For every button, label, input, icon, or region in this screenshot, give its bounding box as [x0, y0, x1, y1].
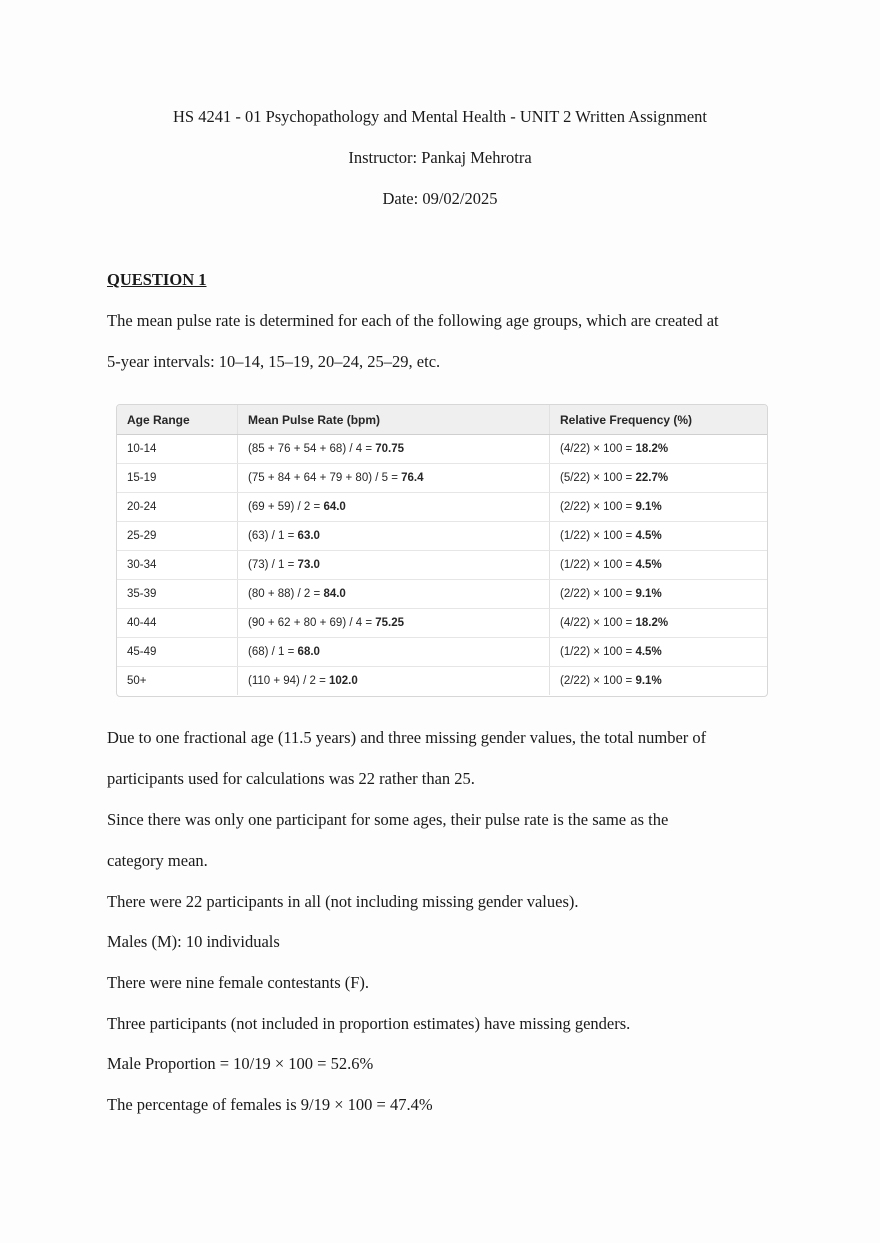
frequency-expression: (5/22) × 100 = — [560, 472, 636, 484]
age-range-cell: 20-24 — [117, 493, 238, 522]
frequency-value: 4.5% — [635, 559, 662, 571]
question-title: QUESTION 1 — [107, 270, 207, 289]
frequency-value: 18.2% — [635, 443, 669, 455]
date-line: Date: 09/02/2025 — [382, 189, 498, 208]
body-paragraph-1: Due to one fractional age (11.5 years) and three missing gender values, the total number of — [107, 728, 707, 747]
relative-frequency-cell — [550, 609, 768, 638]
body-paragraph-5: There were 22 participants in all (not including missing gender values). — [107, 892, 579, 911]
pulse-expression: (110 + 94) / 2 = — [248, 675, 329, 687]
table-row — [117, 522, 767, 551]
frequency-value: 18.2% — [635, 617, 669, 629]
frequency-expression: (4/22) × 100 = — [560, 443, 636, 455]
pulse-expression: (68) / 1 = — [248, 646, 298, 658]
body-paragraph-2: participants used for calculations was 22 rather than 25. — [107, 769, 475, 788]
age-range-cell: 30-34 — [117, 551, 238, 580]
body-paragraph-6: Males (M): 10 individuals — [107, 932, 280, 951]
column-header-relative-frequency: Relative Frequency (%) — [550, 405, 768, 435]
table-row — [117, 638, 767, 667]
mean-pulse-cell — [238, 667, 550, 696]
age-range-cell: 25-29 — [117, 522, 238, 551]
mean-pulse-cell — [238, 609, 550, 638]
column-header-mean-pulse-rate: Mean Pulse Rate (bpm) — [238, 405, 550, 435]
table-row — [117, 667, 767, 696]
pulse-value: 73.0 — [297, 559, 320, 571]
table-header-row — [117, 405, 767, 435]
mean-pulse-cell — [238, 493, 550, 522]
relative-frequency-cell — [550, 667, 768, 696]
pulse-expression: (73) / 1 = — [248, 559, 298, 571]
frequency-expression: (1/22) × 100 = — [560, 530, 636, 542]
frequency-expression: (4/22) × 100 = — [560, 617, 636, 629]
age-range-cell: 45-49 — [117, 638, 238, 667]
table-row — [117, 493, 767, 522]
table-row — [117, 580, 767, 609]
pulse-expression: (63) / 1 = — [248, 530, 298, 542]
frequency-value: 9.1% — [635, 588, 662, 600]
body-paragraph-4: category mean. — [107, 851, 208, 870]
body-paragraph-10: The percentage of females is 9/19 × 100 = 47.4% — [107, 1095, 433, 1114]
frequency-expression: (1/22) × 100 = — [560, 646, 636, 658]
body-paragraph-9: Male Proportion = 10/19 × 100 = 52.6% — [107, 1054, 374, 1073]
mean-pulse-cell — [238, 580, 550, 609]
instructor-line: Instructor: Pankaj Mehrotra — [348, 148, 532, 167]
mean-pulse-cell — [238, 464, 550, 493]
table-row — [117, 435, 767, 464]
pulse-value: 84.0 — [323, 588, 346, 600]
table-row — [117, 609, 767, 638]
frequency-expression: (2/22) × 100 = — [560, 675, 636, 687]
mean-pulse-cell — [238, 638, 550, 667]
pulse-expression: (69 + 59) / 2 = — [248, 501, 324, 513]
frequency-value: 9.1% — [635, 501, 662, 513]
relative-frequency-cell — [550, 522, 768, 551]
relative-frequency-cell — [550, 580, 768, 609]
body-paragraph-8: Three participants (not included in proportion estimates) have missing genders. — [107, 1014, 631, 1033]
frequency-value: 9.1% — [635, 675, 662, 687]
frequency-expression: (2/22) × 100 = — [560, 501, 636, 513]
course-title: HS 4241 - 01 Psychopathology and Mental Health - UNIT 2 Written Assignment — [172, 107, 707, 126]
relative-frequency-cell — [550, 464, 768, 493]
age-range-cell: 40-44 — [117, 609, 238, 638]
intro-line-1: The mean pulse rate is determined for each of the following age groups, which are created at — [107, 311, 719, 330]
table-row — [117, 551, 767, 580]
age-range-cell: 10-14 — [117, 435, 238, 464]
relative-frequency-cell — [550, 435, 768, 464]
frequency-expression: (2/22) × 100 = — [560, 588, 636, 600]
pulse-value: 102.0 — [328, 675, 358, 687]
pulse-value: 64.0 — [323, 501, 346, 513]
age-range-cell: 35-39 — [117, 580, 238, 609]
mean-pulse-cell — [238, 522, 550, 551]
pulse-expression: (75 + 84 + 64 + 79 + 80) / 5 = — [248, 472, 402, 484]
frequency-expression: (1/22) × 100 = — [560, 559, 636, 571]
pulse-value: 63.0 — [297, 530, 320, 542]
pulse-expression: (80 + 88) / 2 = — [248, 588, 324, 600]
relative-frequency-cell — [550, 551, 768, 580]
relative-frequency-cell — [550, 493, 768, 522]
age-range-cell: 15-19 — [117, 464, 238, 493]
pulse-expression: (90 + 62 + 80 + 69) / 4 = — [248, 617, 376, 629]
column-header-age-range: Age Range — [117, 405, 238, 435]
age-range-cell: 50+ — [117, 667, 238, 696]
frequency-value: 4.5% — [635, 646, 662, 658]
frequency-value: 4.5% — [635, 530, 662, 542]
pulse-rate-table — [116, 404, 768, 697]
pulse-value: 68.0 — [297, 646, 320, 658]
body-paragraph-7: There were nine female contestants (F). — [107, 973, 370, 992]
pulse-expression: (85 + 76 + 54 + 68) / 4 = — [248, 443, 376, 455]
mean-pulse-cell — [238, 435, 550, 464]
pulse-value: 70.75 — [375, 443, 405, 455]
table-row — [117, 464, 767, 493]
pulse-value: 75.25 — [375, 617, 405, 629]
relative-frequency-cell — [550, 638, 768, 667]
body-paragraph-3: Since there was only one participant for some ages, their pulse rate is the same as the — [107, 810, 669, 829]
intro-line-2: 5-year intervals: 10–14, 15–19, 20–24, 25–29, etc. — [107, 352, 441, 371]
frequency-value: 22.7% — [635, 472, 669, 484]
mean-pulse-cell — [238, 551, 550, 580]
pulse-value: 76.4 — [401, 472, 424, 484]
